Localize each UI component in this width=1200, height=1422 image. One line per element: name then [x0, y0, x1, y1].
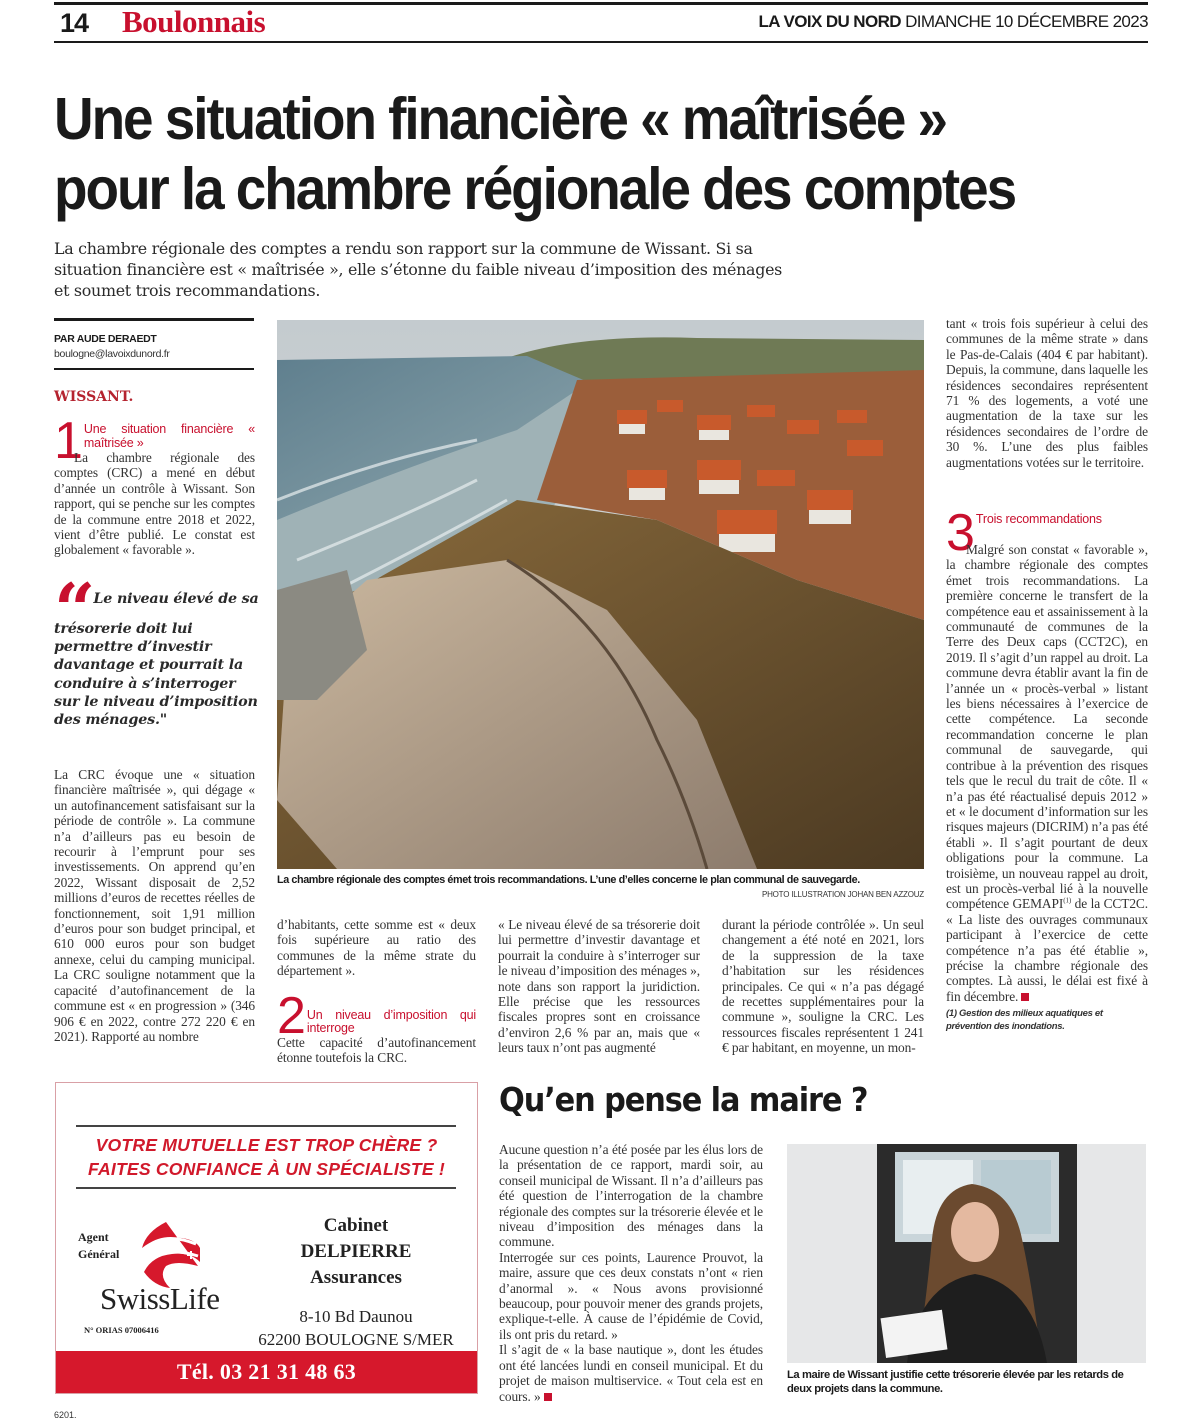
section-number: 2	[277, 986, 304, 1045]
ad-rule	[76, 1187, 456, 1189]
section-1-body: La chambre régionale des comptes (CRC) a mené en début d’année un contrôle à Wissant. Son rapport, qui se penche sur les comptes de la commune entre 2018 et 2022, vient d’être publié. Le constat est globalement « favorable ».	[54, 450, 255, 558]
headline-line-2: pour la chambre régionale des comptes	[54, 156, 1016, 222]
mayor-portrait-image	[787, 1144, 1146, 1363]
byline-rule	[54, 368, 254, 370]
section-name: Boulonnais	[122, 4, 266, 39]
newspaper-name: LA VOIX DU NORD	[758, 12, 901, 31]
section-title: Trois recommandations	[975, 512, 1102, 526]
byline-rule	[54, 318, 254, 321]
pull-quote-text: Le niveau élevé de sa trésorerie doit lui permettre d’investir davantage et pourrait la conduire à s’interroger sur le niveau d’imposition des ménages."	[54, 591, 259, 729]
dateline: WISSANT.	[54, 389, 134, 405]
column-2	[277, 917, 476, 1065]
column-3-body: « Le niveau élevé de sa trésorerie doit lui permettre d’investir davantage et pourrait la conduire à s’interroger sur le niveau d’imposition des ménages », note dans son rapport la juridiction. Elle précise que les ressources fiscales propres sont en croissance d’environ 2,6 % par an, mais que « leurs taux n’ont pas augmenté	[498, 917, 700, 1056]
lede: La chambre régionale des comptes a rendu son rapport sur la commune de Wissant. Si sa situation financière est « maîtrisée », elle s’étonne du faible niveau d’imposition des ménages et soumet trois recommandations.	[54, 239, 783, 300]
end-mark-icon	[544, 1393, 552, 1401]
headline-line-1: Une situation financière « maîtrisée »	[54, 86, 946, 152]
end-mark-icon	[1021, 993, 1029, 1001]
column-2-body: d’habitants, cette somme est « deux fois supérieure au ratio des communes de la même strate du département ».	[277, 917, 476, 979]
sidebar-paragraph-3: Il s’agit de « la base nautique », dont les études ont été lancées lundi en conseil municipal. Et du projet de maison multiservice. « Tout cela est en cours. »	[499, 1342, 763, 1404]
page-code: 6201.	[54, 1410, 77, 1420]
article-photo	[277, 320, 924, 869]
pull-quote	[54, 567, 264, 729]
section-3	[946, 504, 1149, 1033]
section-title: Une situation financière « maîtrisée »	[83, 422, 255, 450]
ad-address: 8-10 Bd Daunou 62200 BOULOGNE S/MER	[258, 1307, 454, 1349]
section-number: 3	[946, 504, 973, 562]
photo-credit: PHOTO ILLUSTRATION JOHAN BEN AZZOUZ	[761, 890, 924, 899]
header-rule	[54, 41, 1148, 43]
ad-cabinet-name: Cabinet DELPIERRE Assurances	[300, 1215, 412, 1288]
byline-author: PAR AUDE DERAEDT	[54, 333, 157, 345]
column-4-body: durant la période contrôlée ». Un seul changement a été noté en 2021, lors de la suppression de la taxe d’habitation sur les résidences principales. Ce qui « n’a pas dégagé de recettes supplémentaires pour la commune », souligne la CRC. Les ressources fiscales représentent 1 241 € par habitant, en moyenne, un mon-	[722, 917, 924, 1056]
section-3-body: Malgré son constat « favorable », la chambre régionale des comptes émet trois recommandations. La première concerne le transfert de la compétence eau et assainissement à la communauté de communes de la Terre des Deux caps (CCT2C), en 2019. Il s’agit d’un rappel au droit. La commune devra établir avant la fin de l’année un « procès-verbal » listant les biens nécessaires à l’exercice de cette compétence. La seconde recommandation concerne le plan communal de sauvegarde, qui contribue à la prévention des risques tels que le recul du trait de côte. Il « n’a pas été réactualisé depuis 2012 » et « le document d’information sur les risques majeurs (DICRIM) n’a pas été établi ». Il s’agit pourtant de deux obligations pour la commune. La troisième, un nouveau rappel au droit, est un procès-verbal lié à la nouvelle compétence GEMAPI$^{(1)}$ de la CCT2C. « La liste des ouvrages communaux participant à l’exercice de cette compétence n’a pas été établie », précise la chambre régionale des comptes. Là aussi, le délai est fixé à fin décembre.	[946, 542, 1149, 1004]
intertitle-2	[277, 986, 476, 1045]
issue-date: DIMANCHE 10 DÉCEMBRE 2023	[905, 12, 1148, 31]
swisslife-logo-icon	[136, 1218, 208, 1290]
sidebar-headline: Qu’en pense la maire ?	[499, 1080, 868, 1119]
section-number: 1	[54, 412, 81, 470]
section-2-body: Cette capacité d’autofinancement étonne toutefois la CRC.	[277, 1034, 476, 1066]
ad-rule	[76, 1125, 456, 1127]
page-number: 14	[60, 8, 89, 38]
ad-orias: N° ORIAS 07006416	[84, 1325, 159, 1335]
sidebar-paragraph-2: Interrogée sur ces points, Laurence Prouvot, la maire, assure que ces deux constats n’ont « rien d’anormal ». « Nous avons provisionné beaucoup, pour pouvoir mener des grands projets, explique-t-elle. À cause de l’épidémie de Covid, ils ont pris du retard. »	[499, 1249, 763, 1342]
footnote-mark: (1)	[1063, 896, 1072, 905]
coastline-aerial-image	[277, 320, 924, 869]
ad-phone[interactable]: Tél. 03 21 31 48 63	[56, 1351, 477, 1393]
section-title: Un niveau d’imposition qui interroge	[306, 1007, 476, 1036]
column-1-body: La CRC évoque une « situation financière maîtrisée », qui dégage « un autofinancement satisfaisant sur la période de contrôle ». La commune n’a d’ailleurs pas eu besoin de recourir à l’emprunt pour ses investissements. On apprend qu’en 2022, Wissant disposait de 2,52 millions d’euros de recettes réelles de fonctionnement, soit 1,91 million d’euros pour son budget principal, et 610 000 euros pour son budget annexe, celui du camping municipal. La CRC souligne notamment que la capacité d’autofinancement de la commune est « en progression » (346 906 € en 2022, contre 272 220 € en 2021). Rapporté au nombre	[54, 767, 255, 1044]
mayor-photo	[787, 1144, 1146, 1363]
advertisement[interactable]	[55, 1082, 478, 1394]
footnote: (1) Gestion des milieux aquatiques et prévention des inondations.	[946, 1008, 1103, 1033]
column-5-body: tant « trois fois supérieur à celui des communes de la même strate » dans le Pas-de-Calais (404 € par habitant). Depuis, la commune, dans laquelle les résidences secondaires représentent 71 % des logements, a voté une augmentation de la taxe sur les résidences secondaires de l’ordre de 30 %. L’une des plus faibles augmentations votées sur le territoire.	[946, 316, 1148, 470]
sidebar-paragraph-1: Aucune question n’a été posée par les élus lors de la présentation de ce rapport, mardi soir, au conseil municipal de Wissant. Il n’a d’ailleurs pas été question de l’interrogation de la chambre régionale des comptes sur la trésorerie élevée et le niveau d’imposition des ménages dans la commune.	[499, 1142, 763, 1250]
mayor-photo-caption: La maire de Wissant justifie cette trésorerie élevée par les retards de deux projets dans la commune.	[787, 1369, 1124, 1395]
ad-tagline: VOTRE MUTUELLE EST TROP CHÈRE ? FAITES CONFIANCE À UN SPÉCIALISTE !	[88, 1135, 445, 1179]
byline-email[interactable]: boulogne@lavoixdunord.fr	[54, 348, 170, 360]
ad-brand: SwissLife	[100, 1281, 220, 1316]
section-1	[54, 412, 255, 558]
photo-caption: La chambre régionale des comptes émet trois recommandations. L’une d’elles concerne le plan communal de sauvegarde.	[277, 874, 860, 886]
sidebar-body	[499, 1142, 763, 1404]
quote-mark-icon: “	[54, 567, 90, 652]
masthead	[759, 12, 1148, 32]
headline	[54, 84, 1077, 224]
ad-agent-label: Agent Général	[78, 1230, 120, 1261]
